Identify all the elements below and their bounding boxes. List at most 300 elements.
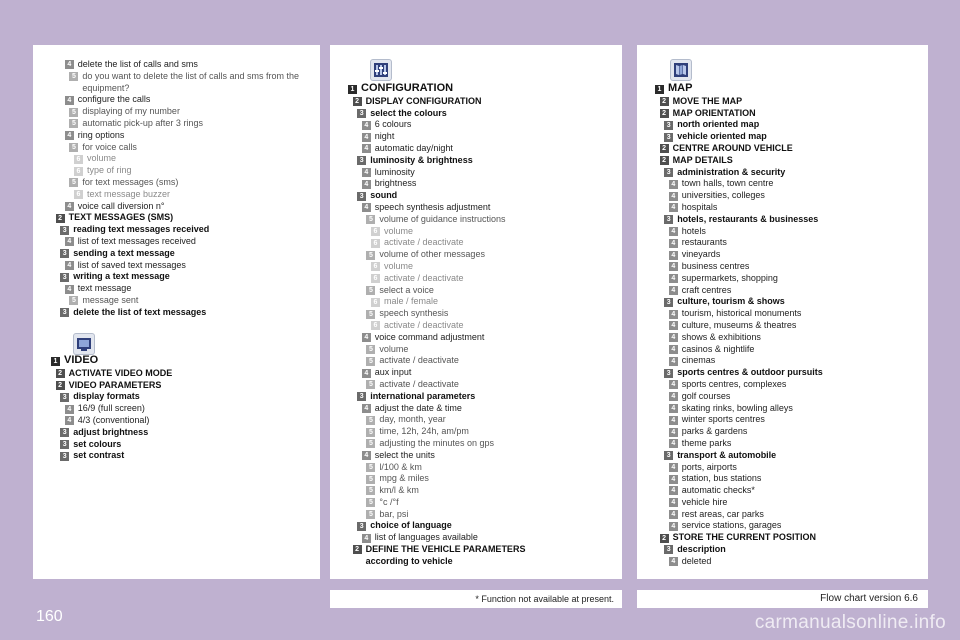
level-badge: 4 — [362, 451, 371, 460]
tree-row — [637, 320, 928, 332]
tree-item-label: adjusting the minutes on gps — [379, 437, 494, 448]
tree-row — [33, 118, 320, 130]
tree-row — [637, 556, 928, 568]
tree-row — [33, 260, 320, 272]
footnote: * Function not available at present. — [475, 594, 614, 604]
level-badge: 3 — [60, 452, 69, 461]
tree-row — [637, 261, 928, 273]
tree-item-label: hospitals — [681, 201, 718, 212]
tree-row — [637, 178, 928, 190]
level-badge: 5 — [366, 428, 375, 437]
tree-item-label: international parameters — [370, 390, 476, 401]
tree-row — [330, 344, 622, 356]
tree-item-label: speech synthesis adjustment — [374, 201, 491, 212]
tree-item-label: time, 12h, 24h, am/pm — [379, 426, 469, 437]
tree-item-label: shows & exhibitions — [681, 331, 761, 342]
level-badge: 4 — [669, 345, 678, 354]
level-badge: 4 — [65, 405, 74, 414]
version-box — [637, 590, 928, 608]
tree-item-label: ACTIVATE VIDEO MODE — [68, 367, 173, 378]
tree-row — [637, 285, 928, 297]
level-badge: 4 — [669, 239, 678, 248]
level-badge: 6 — [74, 167, 83, 176]
level-badge: 1 — [348, 85, 357, 94]
level-badge: 4 — [669, 439, 678, 448]
configuration-icon — [370, 59, 392, 81]
tree-item-label: male / female — [384, 296, 439, 307]
tree-row — [637, 143, 928, 155]
level-badge: 3 — [60, 273, 69, 282]
tree-row — [637, 473, 928, 485]
level-badge: 2 — [660, 144, 669, 153]
tree-item-label: text message buzzer — [87, 188, 171, 199]
tree-row — [637, 414, 928, 426]
tree-item-label: message sent — [82, 294, 139, 305]
tree-item-label: activate / deactivate — [379, 355, 459, 366]
tree-row — [330, 391, 622, 403]
tree-row — [33, 83, 320, 95]
tree-row — [637, 155, 928, 167]
tree-row — [637, 462, 928, 474]
level-badge: 5 — [366, 439, 375, 448]
tree-item-label: list of text messages received — [77, 235, 196, 246]
level-badge: 6 — [371, 321, 380, 330]
tree-item-label: service stations, garages — [681, 520, 782, 531]
level-badge: 3 — [664, 545, 673, 554]
tree-row — [637, 367, 928, 379]
map-icon — [670, 59, 692, 81]
tree-row — [330, 367, 622, 379]
tree-item-label: do you want to delete the list of calls and sms from the — [82, 70, 300, 81]
tree-item-label: ports, airports — [681, 461, 737, 472]
tree-item-label: list of saved text messages — [77, 259, 186, 270]
tree-item-label: ring options — [77, 129, 125, 140]
tree-item-label: north oriented map — [677, 119, 760, 130]
level-badge: 3 — [664, 369, 673, 378]
level-badge: 3 — [664, 168, 673, 177]
tree-item-label: activate / deactivate — [384, 319, 464, 330]
tree-row — [330, 520, 622, 532]
tree-item-label: sports centres, complexes — [681, 378, 787, 389]
tree-row — [637, 308, 928, 320]
tree-item-label: universities, colleges — [681, 190, 765, 201]
map-menu-tree — [637, 84, 928, 568]
tree-item-label: winter sports centres — [681, 414, 765, 425]
tree-item-label: adjust the date & time — [374, 402, 462, 413]
tree-row — [330, 308, 622, 320]
tree-item-label: brightness — [374, 178, 417, 189]
tree-row — [637, 131, 928, 143]
tree-row — [637, 426, 928, 438]
tree-item-label: activate / deactivate — [379, 378, 459, 389]
tree-row — [33, 380, 320, 392]
flow-chart-version: Flow chart version 6.6 — [820, 593, 918, 604]
tree-item-label: hotels, restaurants & businesses — [677, 213, 819, 224]
tree-item-label: aux input — [374, 367, 412, 378]
tree-row — [330, 532, 622, 544]
tree-row — [330, 450, 622, 462]
tree-item-label: km/l & km — [379, 485, 419, 496]
tree-item-label: sound — [370, 190, 398, 201]
tree-item-label: activate / deactivate — [384, 237, 464, 248]
tree-row — [33, 106, 320, 118]
tree-row — [637, 119, 928, 131]
level-badge: 5 — [366, 215, 375, 224]
tree-row — [637, 226, 928, 238]
tree-item-label: TEXT MESSAGES (SMS) — [68, 212, 174, 223]
tree-row — [330, 509, 622, 521]
tree-item-label: automatic pick-up after 3 rings — [82, 117, 203, 128]
tree-item-label: volume — [379, 343, 409, 354]
tree-row — [330, 143, 622, 155]
level-badge: 3 — [357, 109, 366, 118]
tree-item-label: 4/3 (conventional) — [77, 414, 150, 425]
level-badge: 4 — [65, 60, 74, 69]
level-badge: 4 — [362, 168, 371, 177]
tree-item-label: cinemas — [681, 355, 716, 366]
configuration-menu-tree — [330, 84, 622, 568]
level-badge: 6 — [371, 262, 380, 271]
tree-row — [33, 283, 320, 295]
level-badge: 4 — [669, 310, 678, 319]
tree-item-label: supermarkets, shopping — [681, 272, 778, 283]
level-badge: 5 — [366, 510, 375, 519]
tree-item-label: 16/9 (full screen) — [77, 403, 145, 414]
level-badge: 4 — [65, 202, 74, 211]
tree-item-label: list of languages available — [374, 532, 478, 543]
level-badge: 4 — [362, 333, 371, 342]
tree-row — [330, 273, 622, 285]
level-badge: 2 — [660, 109, 669, 118]
tree-item-label: select the units — [374, 449, 435, 460]
tree-row — [330, 84, 622, 96]
level-badge: 5 — [366, 380, 375, 389]
level-badge: 2 — [353, 97, 362, 106]
level-badge: 4 — [669, 475, 678, 484]
level-badge: 4 — [669, 333, 678, 342]
tree-item-label: display formats — [73, 391, 140, 402]
tree-row — [637, 379, 928, 391]
level-badge: 2 — [353, 545, 362, 554]
level-badge: 2 — [56, 214, 65, 223]
tree-item-label: skating rinks, bowling alleys — [681, 402, 793, 413]
tree-item-label: select the colours — [370, 107, 447, 118]
tree-item-label: parks & gardens — [681, 426, 748, 437]
tree-item-label: according to vehicle — [365, 555, 453, 566]
tree-row — [330, 119, 622, 131]
tree-row — [637, 544, 928, 556]
tree-item-label: restaurants — [681, 237, 727, 248]
tree-row — [637, 532, 928, 544]
level-badge: 4 — [362, 534, 371, 543]
tree-row — [637, 520, 928, 532]
level-badge: 4 — [362, 369, 371, 378]
level-badge: 4 — [669, 557, 678, 566]
level-badge: 5 — [366, 310, 375, 319]
tree-item-label: transport & automobile — [677, 449, 777, 460]
tree-row — [33, 59, 320, 71]
tree-item-label: hotels — [681, 225, 706, 236]
tree-row — [637, 355, 928, 367]
tree-item-label: voice command adjustment — [374, 331, 485, 342]
tree-row — [637, 497, 928, 509]
level-badge: 5 — [366, 416, 375, 425]
tree-item-label: reading text messages received — [73, 224, 210, 235]
level-badge: 2 — [56, 381, 65, 390]
tree-item-label: volume of guidance instructions — [379, 213, 506, 224]
level-badge: 4 — [65, 237, 74, 246]
tree-item-label: 6 colours — [374, 119, 412, 130]
level-badge: 4 — [669, 486, 678, 495]
level-badge: 1 — [51, 357, 60, 366]
tree-row — [330, 108, 622, 120]
tree-item-label: volume of other messages — [379, 249, 485, 260]
level-badge: 5 — [69, 108, 78, 117]
tree-row — [330, 296, 622, 308]
tree-row — [637, 214, 928, 226]
tree-row — [33, 295, 320, 307]
tree-row — [330, 426, 622, 438]
level-badge: 4 — [669, 357, 678, 366]
tree-row — [637, 190, 928, 202]
level-badge: 4 — [362, 203, 371, 212]
tree-item-label: DISPLAY CONFIGURATION — [365, 95, 482, 106]
level-badge: 5 — [366, 251, 375, 260]
tree-item-label: volume — [384, 260, 414, 271]
level-badge: 3 — [60, 393, 69, 402]
tree-item-label: station, bus stations — [681, 473, 762, 484]
tree-row — [637, 237, 928, 249]
tree-row — [637, 438, 928, 450]
level-badge: 6 — [74, 155, 83, 164]
level-badge: 5 — [366, 475, 375, 484]
level-badge: 4 — [669, 203, 678, 212]
tree-row — [637, 344, 928, 356]
tree-row — [33, 356, 320, 368]
level-badge: 4 — [65, 131, 74, 140]
tree-row — [637, 167, 928, 179]
level-badge: 2 — [660, 156, 669, 165]
tree-row — [330, 438, 622, 450]
level-badge: 2 — [660, 97, 669, 106]
tree-item-label: VIDEO PARAMETERS — [68, 379, 162, 390]
page-number: 160 — [36, 608, 63, 625]
tree-item-label: vineyards — [681, 249, 721, 260]
tree-row — [33, 439, 320, 451]
tree-row — [330, 544, 622, 556]
tree-row — [637, 391, 928, 403]
tree-item-label: STORE THE CURRENT POSITION — [672, 532, 816, 543]
tree-row — [33, 130, 320, 142]
tree-row — [33, 307, 320, 319]
tree-item-label: vehicle oriented map — [677, 131, 767, 142]
tree-item-label: automatic checks* — [681, 485, 755, 496]
level-badge: 4 — [65, 261, 74, 270]
tree-item-label: delete the list of text messages — [73, 306, 207, 317]
tree-item-label: casinos & nightlife — [681, 343, 755, 354]
level-badge: 5 — [366, 486, 375, 495]
tree-row — [330, 178, 622, 190]
level-badge: 5 — [69, 296, 78, 305]
tree-item-label: golf courses — [681, 390, 731, 401]
level-badge: 2 — [56, 369, 65, 378]
tree-item-label: set colours — [73, 438, 122, 449]
level-badge: 6 — [371, 239, 380, 248]
level-badge: 5 — [69, 119, 78, 128]
level-badge: 4 — [669, 286, 678, 295]
tree-row — [637, 273, 928, 285]
tree-row — [33, 189, 320, 201]
tree-row — [33, 427, 320, 439]
tree-row — [33, 450, 320, 462]
tree-row — [330, 285, 622, 297]
tree-item-label: DEFINE THE VEHICLE PARAMETERS — [365, 544, 526, 555]
tree-row — [330, 249, 622, 261]
tree-row — [330, 355, 622, 367]
tree-item-label: adjust brightness — [73, 426, 149, 437]
tree-item-label: rest areas, car parks — [681, 508, 764, 519]
tree-item-label: MOVE THE MAP — [672, 95, 743, 106]
tree-row — [637, 202, 928, 214]
tree-row — [33, 403, 320, 415]
tree-row — [330, 131, 622, 143]
tree-item-label: culture, tourism & shows — [677, 296, 785, 307]
level-badge: 3 — [664, 451, 673, 460]
tree-row — [637, 403, 928, 415]
level-badge: 3 — [357, 392, 366, 401]
tree-row — [637, 108, 928, 120]
level-badge: 4 — [669, 251, 678, 260]
level-badge: 6 — [371, 227, 380, 236]
level-badge: 4 — [362, 133, 371, 142]
level-badge: 4 — [669, 404, 678, 413]
tree-row — [33, 201, 320, 213]
tree-row — [637, 450, 928, 462]
tree-row — [330, 403, 622, 415]
tree-item-label: type of ring — [87, 165, 132, 176]
level-badge: 4 — [669, 498, 678, 507]
tree-item-label: theme parks — [681, 437, 732, 448]
tree-item-label: MAP DETAILS — [672, 154, 733, 165]
tree-item-label: displaying of my number — [82, 106, 180, 117]
level-badge: 4 — [669, 180, 678, 189]
level-badge: 6 — [74, 190, 83, 199]
level-badge: 3 — [664, 215, 673, 224]
tree-item-label: text message — [77, 283, 132, 294]
tree-row — [33, 94, 320, 106]
tree-item-label: delete the list of calls and sms — [77, 59, 198, 69]
level-badge: 3 — [357, 156, 366, 165]
level-badge: 5 — [366, 463, 375, 472]
level-badge: 5 — [69, 143, 78, 152]
tree-item-label: MAP ORIENTATION — [672, 107, 756, 118]
level-badge: 3 — [357, 522, 366, 531]
level-badge: 5 — [366, 357, 375, 366]
tree-item-label: day, month, year — [379, 414, 446, 425]
tree-row — [330, 379, 622, 391]
level-badge: 5 — [366, 286, 375, 295]
tree-item-label: business centres — [681, 260, 750, 271]
tree-row — [330, 497, 622, 509]
tree-row — [330, 556, 622, 568]
video-menu-tree — [33, 356, 320, 462]
level-badge: 3 — [60, 226, 69, 235]
level-badge: 3 — [664, 121, 673, 130]
level-badge: 4 — [669, 192, 678, 201]
tree-item-label: volume — [87, 153, 117, 164]
level-badge: 4 — [65, 96, 74, 105]
footnote-box — [330, 590, 622, 608]
level-badge: 3 — [60, 249, 69, 258]
level-badge: 5 — [69, 72, 78, 81]
video-icon — [73, 333, 95, 355]
tree-row — [330, 202, 622, 214]
tree-item-label: °c /°f — [379, 496, 399, 507]
tree-row — [637, 96, 928, 108]
tree-row — [330, 226, 622, 238]
tree-row — [330, 155, 622, 167]
tree-row — [33, 415, 320, 427]
tree-item-label: MAP — [668, 82, 693, 94]
tree-row — [637, 485, 928, 497]
tree-item-label: administration & security — [677, 166, 786, 177]
column-map — [637, 45, 928, 579]
tree-row — [330, 96, 622, 108]
tree-item-label: writing a text message — [73, 271, 170, 282]
tree-row — [330, 332, 622, 344]
tree-item-label: VIDEO — [64, 354, 99, 366]
level-badge: 1 — [655, 85, 664, 94]
tree-item-label: activate / deactivate — [384, 272, 464, 283]
level-badge: 4 — [669, 522, 678, 531]
level-badge: 3 — [357, 192, 366, 201]
tree-row — [33, 165, 320, 177]
tree-item-label: automatic day/night — [374, 142, 453, 153]
tree-item-label: set contrast — [73, 450, 125, 461]
tree-item-label: description — [677, 544, 726, 555]
tree-item-label: voice call diversion n° — [77, 200, 165, 211]
level-badge: 5 — [69, 178, 78, 187]
column-configuration — [330, 45, 622, 579]
watermark: carmanualsonline.info — [754, 612, 946, 633]
tree-row — [330, 190, 622, 202]
level-badge: 4 — [669, 428, 678, 437]
tree-item-label: town halls, town centre — [681, 178, 774, 189]
tree-item-label: tourism, historical monuments — [681, 308, 802, 319]
tree-row — [330, 462, 622, 474]
tree-row — [330, 473, 622, 485]
tree-item-label: CONFIGURATION — [361, 82, 454, 94]
phone-settings-tree — [33, 59, 320, 319]
tree-row — [330, 214, 622, 226]
tree-row — [33, 177, 320, 189]
level-badge: 4 — [65, 285, 74, 294]
tree-row — [33, 236, 320, 248]
tree-item-label: culture, museums & theatres — [681, 319, 797, 330]
tree-item-label: vehicle hire — [681, 496, 728, 507]
tree-row — [330, 320, 622, 332]
tree-row — [33, 142, 320, 154]
level-badge: 4 — [65, 416, 74, 425]
tree-item-label: luminosity — [374, 166, 415, 177]
tree-item-label: l/100 & km — [379, 461, 422, 472]
tree-row — [637, 296, 928, 308]
tree-row — [330, 414, 622, 426]
level-badge: 4 — [362, 121, 371, 130]
level-badge: 4 — [669, 510, 678, 519]
tree-item-label: deleted — [681, 555, 712, 566]
level-badge: 6 — [371, 274, 380, 283]
